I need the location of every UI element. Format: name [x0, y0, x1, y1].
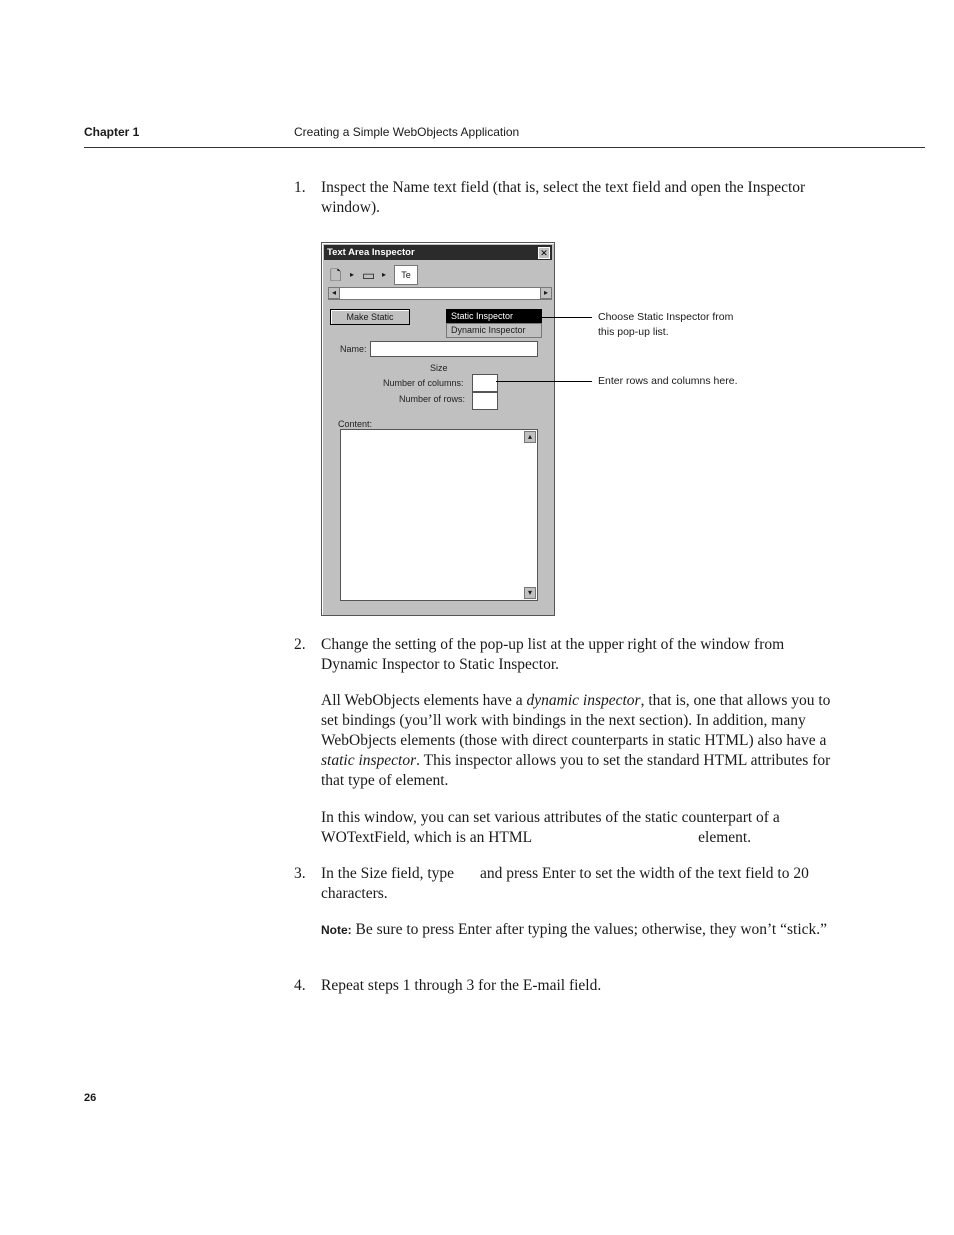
name-field[interactable] — [370, 341, 538, 357]
note-text: Be sure to press Enter after typing the values; otherwise, they won’t “stick.” — [351, 921, 828, 938]
step-number: 2. — [294, 636, 306, 653]
text-run: In the Size field, type — [321, 865, 454, 882]
popup-selected[interactable]: Static Inspector — [446, 309, 542, 323]
term-static-inspector: static inspector — [321, 752, 417, 769]
term-dynamic-inspector: dynamic inspector — [526, 692, 641, 709]
chapter-label: Chapter 1 — [84, 125, 140, 139]
callout-popup: Choose Static Inspector from this pop-up list. — [598, 311, 734, 338]
callout-fields: Enter rows and columns here. — [598, 375, 738, 387]
size-label: Size — [430, 363, 448, 373]
text-run: . This inspector allows you to set the standard HTML attributes for that type of element. — [321, 752, 831, 789]
popup-option[interactable]: Dynamic Inspector — [446, 323, 542, 338]
step-2 — [294, 635, 834, 675]
text-run: element. — [698, 829, 752, 846]
horizontal-scrollbar[interactable] — [328, 287, 552, 300]
make-static-button[interactable]: Make Static — [330, 309, 410, 325]
callout-line-popup — [528, 317, 592, 318]
columns-label: Number of columns: — [383, 378, 464, 388]
inspector-window — [321, 242, 555, 616]
content-textarea[interactable] — [340, 429, 538, 601]
scroll-left-icon[interactable]: ◂ — [328, 287, 340, 299]
scroll-up-icon[interactable]: ▴ — [524, 431, 536, 443]
inspector-title: Text Area Inspector — [327, 247, 415, 258]
step-number: 4. — [294, 977, 306, 994]
inspector-popup[interactable] — [446, 309, 542, 337]
name-label: Name: — [340, 344, 367, 354]
note — [321, 920, 831, 940]
inspector-titlebar — [324, 245, 552, 260]
text-run: All WebObjects elements have a — [321, 692, 527, 709]
rows-label: Number of rows: — [399, 394, 466, 404]
step-number: 3. — [294, 865, 306, 882]
arrow-right-icon: ▸ — [382, 270, 387, 279]
rows-field[interactable] — [472, 392, 498, 410]
text-area-tab[interactable] — [394, 265, 418, 285]
form-icon[interactable]: ▭ — [362, 267, 376, 283]
step-text: Change the setting of the pop-up list at the upper right of the window from Dynamic Inspector to Static Inspector. — [321, 636, 785, 673]
callout-line-fields — [496, 381, 592, 382]
note-label: Note: — [321, 923, 352, 937]
step-text — [321, 864, 834, 904]
text-run: In this window, you can set various attributes of the static counterpart of a WOTextField, which is an HTML — [321, 809, 780, 846]
columns-field[interactable] — [472, 374, 498, 392]
header-rule — [84, 147, 925, 148]
paragraph-window — [321, 808, 831, 848]
close-icon[interactable]: ✕ — [538, 247, 550, 259]
text-run: , that is, one that allows you to set bindings (you’ll work with bindings in the next section). In addition, many WebObjects elements (those with direct counterparts in static HTML) also have a — [321, 692, 831, 749]
page-icon[interactable]: 🗋 — [330, 267, 342, 283]
step-4 — [294, 976, 834, 996]
chapter-title: Creating a Simple WebObjects Application — [294, 125, 520, 139]
content-label: Content: — [338, 419, 373, 429]
text-run: and press Enter to set the width of the text field to 20 characters. — [321, 865, 809, 902]
step-number: 1. — [294, 179, 306, 196]
scroll-right-icon[interactable]: ▸ — [540, 287, 552, 299]
page-number: 26 — [84, 1092, 97, 1104]
arrow-right-icon: ▸ — [350, 270, 355, 279]
paragraph-inspectors — [321, 691, 831, 791]
scroll-down-icon[interactable]: ▾ — [524, 587, 536, 599]
step-text: Repeat steps 1 through 3 for the E-mail field. — [321, 977, 602, 994]
tab-label: Te — [401, 270, 411, 280]
step-text: Inspect the Name text field (that is, select the text field and open the Inspector window). — [321, 179, 806, 216]
step-1 — [294, 178, 834, 218]
step-3 — [294, 864, 834, 904]
